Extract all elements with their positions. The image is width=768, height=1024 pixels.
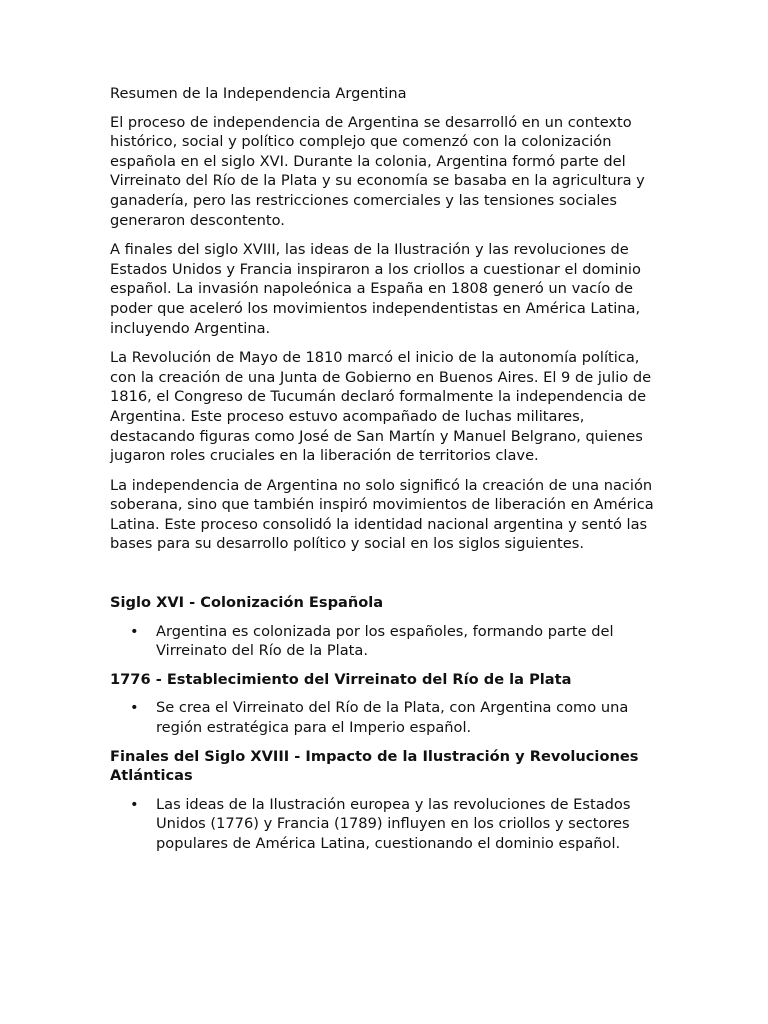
- bullet-icon: •: [130, 795, 139, 813]
- section-heading: Siglo XVI - Colonización Española: [110, 594, 384, 612]
- paragraph-independence-legacy: La independencia de Argentina no solo significó la creación de una nación soberana, sino que también inspiró movimientos de liberación en América Latina. Este proceso consolidó la identidad nacional argentina y sentó las bases para su desarrollo político y social en los siglos siguientes.: [110, 476, 654, 553]
- list-item: [110, 698, 658, 737]
- list-item-text: Se crea el Virreinato del Río de la Plata, con Argentina como una región estratégica para el Imperio español.: [156, 699, 629, 737]
- list-item-text: Argentina es colonizada por los españoles, formando parte del Virreinato del Río de la Plata.: [156, 622, 614, 660]
- bullet-list: [110, 698, 658, 737]
- timeline-section-1776: [110, 670, 658, 738]
- section-spacer: [110, 564, 658, 593]
- paragraph-may-revolution: La Revolución de Mayo de 1810 marcó el inicio de la autonomía política, con la creación de una Junta de Gobierno en Buenos Aires. El 9 de julio de 1816, el Congreso de Tucumán declaró formalmente la independencia de Argentina. Este proceso estuvo acompañado de luchas militares, destacando figuras como José de San Martín y Manuel Belgrano, quienes jugaron roles cruciales en la liberación de territorios clave.: [110, 349, 652, 465]
- bullet-list: [110, 622, 658, 661]
- list-item: [110, 622, 658, 661]
- paragraph-colonial-context: El proceso de independencia de Argentina se desarrolló en un contexto histórico, social y político complejo que comenzó con la colonización española en el siglo XVI. Durante la colonia, Argentina formó parte del Virreinato del Río de la Plata y su economía se basaba en la agricultura y ganadería, pero las restricciones comerciales y las tensiones sociales generaron descontento.: [110, 113, 645, 229]
- section-heading: 1776 - Establecimiento del Virreinato del Río de la Plata: [110, 670, 572, 688]
- section-heading: Finales del Siglo XVIII - Impacto de la Ilustración y Revoluciones Atlánticas: [110, 747, 639, 785]
- timeline-section-siglo-xvi: [110, 593, 658, 661]
- list-item-text: Las ideas de la Ilustración europea y las revoluciones de Estados Unidos (1776) y Francia (1789) influyen en los criollos y sectores populares de América Latina, cuestionando el dominio español.: [156, 795, 631, 852]
- bullet-icon: •: [130, 622, 139, 640]
- timeline-section-siglo-xviii: [110, 747, 658, 854]
- document-title: Resumen de la Independencia Argentina: [110, 85, 407, 102]
- bullet-list: [110, 795, 658, 854]
- bullet-icon: •: [130, 699, 139, 717]
- document-page: [110, 84, 658, 863]
- list-item: [110, 795, 658, 854]
- paragraph-enlightenment-influence: A finales del siglo XVIII, las ideas de la Ilustración y las revoluciones de Estados Unidos y Francia inspiraron a los criollos a cuestionar el dominio español. La invasión napoleónica a España en 1808 generó un vacío de poder que aceleró los movimientos independentistas en América Latina, incluyendo Argentina.: [110, 241, 641, 337]
